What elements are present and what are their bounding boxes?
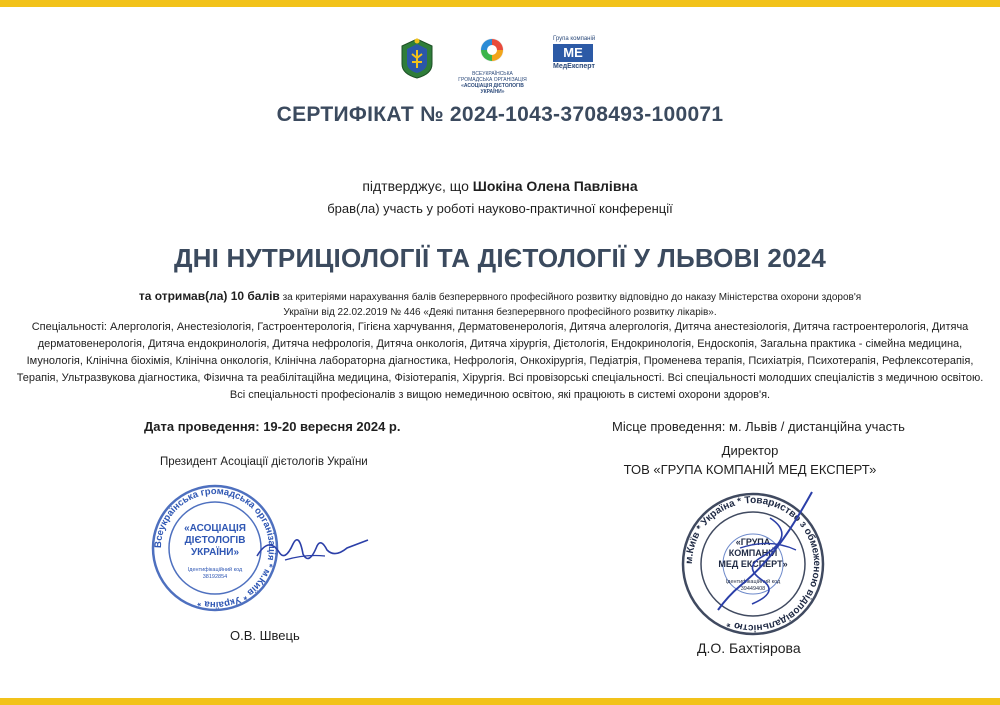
left-signatory-role: Президент Асоціації дієтологів України [160,456,368,468]
left-signature [255,522,370,572]
association-logo [455,36,530,95]
event-place: Місце проведення: м. Львів / дистанційна участь [612,419,905,434]
certificate-title: СЕРТИФІКАТ № 2024-1043-3708493-100071 [276,103,724,126]
specialties-list: Спеціальності: Алергологія, Анестезіологія, Гастроентерологія, Гігієна харчування, Дерматовенерологія, Дитяча алергологія, Дитяча анестезіологія, Дитяча гастроентерологія, Дитяча дерматовенерологія, Дитяча ендокринологія, Дитяча нефрологія, Дитяча онкологія, Дитяча хірургія, Дієтологія, Ендокринологія, Ендоскопія, Загальна практика - сімейна медицина, Імунологія, Клінічна біохімія, Клінічна онкологія, Клінічна лабораторна діагностика, Нефрологія, Онкохірургія, Педіатрія, Променева терапія, Психіатрія, Психотерапія, Рефлексотерапія, Терапія, Ультразвукова діагностика, Фізична та реабілітаційна медицина, Фізіотерапія, Хірургія. Всі провізорські спеціальності. Всі спеціальності молодших спеціалістів з медичною освітою. Всі спеціальності професіоналів з вищою немедичною освітою, які працюють в системі охорони здоров'я. [16,321,984,401]
event-date: Дата проведення: 19-20 вересня 2024 р. [144,419,401,434]
bottom-accent-bar [0,698,1000,705]
participation-line: брав(ла) участь у роботі науково-практичної конференції [327,201,673,216]
right-signatory-role [600,441,900,479]
association-logo-caption: «АСОЦІАЦІЯ ДІЄТОЛОГІВ УКРАЇНИ» [461,83,524,95]
medexpert-mark: МЕ [553,44,593,62]
confirms-line [0,178,1000,194]
recipient-name: Шокіна Олена Павлівна [472,178,638,194]
association-stamp-ring-text: Всеукраїнська громадська організація * м.Київ * Україна * [152,485,278,611]
conference-title: ДНІ НУТРИЦІОЛОГІЇ ТА ДІЄТОЛОГІЇ У ЛЬВОВІ 2024 [173,243,827,273]
points-basis: за критеріями нарахування балів безперервного професійного розвитку відповідно до наказу Міністерства охорони здоров'я України від 22.02.2019 № 446 «Деякі питання безперервного професійного розвитку лікарів». [282,292,862,318]
logo-row [0,36,1000,95]
left-signatory-name: О.В. Швець [230,628,300,643]
right-signatory-title: Директор [721,443,779,458]
medexpert-caption: Група компаній [553,36,596,42]
right-signatory-company: ТОВ «ГРУПА КОМПАНІЙ МЕД ЕКСПЕРТ» [623,462,877,477]
medexpert-brand: МедЕксперт [553,63,595,70]
association-logo-caption-top: ВСЕУКРАЇНСЬКА ГРОМАДСЬКА ОРГАНІЗАЦІЯ [458,71,527,83]
association-stamp-code: Ідентифікаційний код 38192854 [187,567,243,580]
points-statement [120,289,880,320]
confirms-prefix: підтверджує, що [362,178,469,194]
company-stamp-ring-text: м.Київ * Україна * Товариство з обмеженою відповідальністю * [683,494,823,634]
association-stamp-center-text: «АСОЦІАЦІЯ ДІЄТОЛОГІВ УКРАЇНИ» [184,523,246,558]
coat-of-arms-icon [398,36,436,80]
right-signature [700,488,825,618]
company-stamp-center-text: «ГРУПА КОМПАНІЙ МЕД ЕКСПЕРТ» [718,537,788,569]
right-signatory-name: Д.О. Бахтіярова [697,640,801,656]
medexpert-logo [553,36,605,80]
company-stamp-code: Ідентифікаційний код 39449408 [725,579,781,592]
top-accent-bar [0,0,1000,7]
points-earned: та отримав(ла) 10 балів [138,289,280,303]
